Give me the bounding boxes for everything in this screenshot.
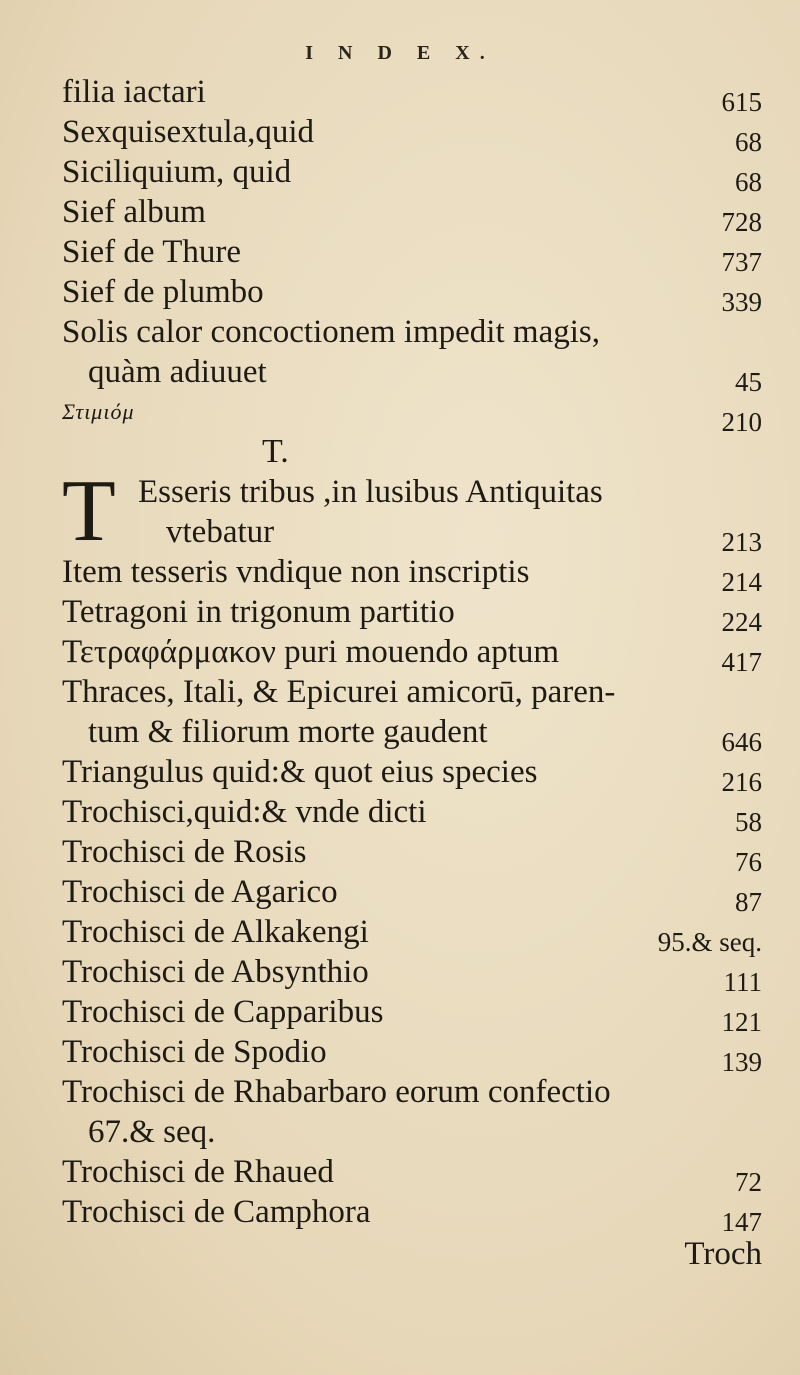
index-entry — [62, 112, 762, 157]
index-entry — [62, 1032, 762, 1077]
section-letter: T. — [262, 433, 289, 470]
entry-page: 87 — [735, 887, 762, 917]
entry-page: 139 — [721, 1047, 762, 1077]
index-entry — [62, 672, 762, 712]
entry-page: 224 — [721, 607, 762, 637]
entry-text: Στιμιόμ — [62, 399, 135, 424]
entry-page: 339 — [721, 287, 762, 317]
index-entry — [62, 1152, 762, 1197]
entry-text: Trochisci de Camphora — [62, 1194, 371, 1230]
index-entry — [62, 832, 762, 877]
entry-page: 111 — [723, 967, 762, 997]
entry-page: 210 — [721, 407, 762, 437]
index-entry — [62, 1072, 762, 1112]
entry-text: Siciliquium, quid — [62, 154, 292, 190]
index-entry — [62, 272, 762, 317]
index-entry — [62, 1192, 762, 1237]
index-entry — [62, 912, 762, 957]
entry-page: 214 — [721, 567, 762, 597]
index-entry — [62, 872, 762, 917]
entry-text: tum & filiorum morte gaudent — [88, 714, 488, 750]
entry-text: vtebatur — [166, 514, 275, 550]
entry-page: 58 — [735, 807, 762, 837]
entry-page: 68 — [735, 167, 762, 197]
section-heading — [62, 432, 762, 472]
entry-text: Esseris tribus ,in lusibus Antiquitas — [138, 474, 603, 510]
entry-text: Trochisci de Alkakengi — [62, 914, 369, 950]
entry-text: Trochisci de Agarico — [62, 874, 338, 910]
entry-page: 417 — [721, 647, 762, 677]
entry-text: Trochisci de Rhabarbaro eorum confectio — [62, 1074, 611, 1110]
entry-page: 76 — [735, 847, 762, 877]
entry-text: Sief de plumbo — [62, 274, 264, 310]
index-entry — [62, 352, 762, 397]
entry-text: Tetragoni in trigonum partitio — [62, 594, 455, 630]
entry-text: Τετραφάρμακον puri mouendo aptum — [62, 634, 560, 670]
entry-text: Thraces, Itali, & Epicurei amicorū, paren- — [62, 674, 616, 710]
index-entry — [62, 792, 762, 837]
index-entry — [62, 192, 762, 237]
catchword: Troch — [684, 1236, 762, 1272]
catchword-line — [62, 1232, 762, 1272]
entry-text: Sexquisextula,quid — [62, 114, 315, 150]
entry-page: 646 — [721, 727, 762, 757]
index-entry — [62, 752, 762, 797]
entry-page: 147 — [721, 1207, 762, 1237]
index-entry — [62, 512, 762, 557]
index-entry — [62, 392, 762, 437]
entry-text: Item tesseris vndique non inscriptis — [62, 554, 530, 590]
entry-page: 615 — [721, 87, 762, 117]
index-entry — [62, 1112, 762, 1152]
entry-text: Trochisci,quid:& vnde dicti — [62, 794, 427, 830]
entry-page: 68 — [735, 127, 762, 157]
index-entry — [62, 312, 762, 352]
entry-text: Triangulus quid:& quot eius species — [62, 754, 538, 790]
entry-text: Sief de Thure — [62, 234, 242, 270]
entry-text: filia iactari — [62, 74, 206, 110]
entry-page: 121 — [721, 1007, 762, 1037]
entry-page: 728 — [721, 207, 762, 237]
index-entries — [62, 72, 762, 1272]
entry-text: Trochisci de Absynthio — [62, 954, 369, 990]
index-entry — [62, 632, 762, 677]
entry-text: Trochisci de Rosis — [62, 834, 307, 870]
page-header: I N D E X. — [305, 42, 495, 64]
entry-page: 213 — [721, 527, 762, 557]
entry-page: 72 — [735, 1167, 762, 1197]
entry-text: Solis calor concoctionem impedit magis, — [62, 314, 600, 350]
entry-page: 45 — [735, 367, 762, 397]
entry-text: quàm adiuuet — [88, 354, 267, 390]
index-entry — [62, 712, 762, 757]
entry-page: 737 — [721, 247, 762, 277]
entry-text: Trochisci de Rhaued — [62, 1154, 334, 1190]
drop-cap: T — [62, 463, 116, 560]
entry-page: 95.& seq. — [657, 927, 762, 957]
index-entry — [62, 232, 762, 277]
index-entry — [62, 952, 762, 997]
index-entry — [62, 72, 762, 117]
entry-text: 67.& seq. — [88, 1114, 216, 1150]
index-entry — [62, 592, 762, 637]
index-entry — [62, 152, 762, 197]
entry-page: 216 — [721, 767, 762, 797]
entry-text: Sief album — [62, 194, 206, 230]
index-entry — [62, 552, 762, 597]
entry-text: Trochisci de Capparibus — [62, 994, 384, 1030]
entry-text: Trochisci de Spodio — [62, 1034, 327, 1070]
index-entry — [62, 992, 762, 1037]
